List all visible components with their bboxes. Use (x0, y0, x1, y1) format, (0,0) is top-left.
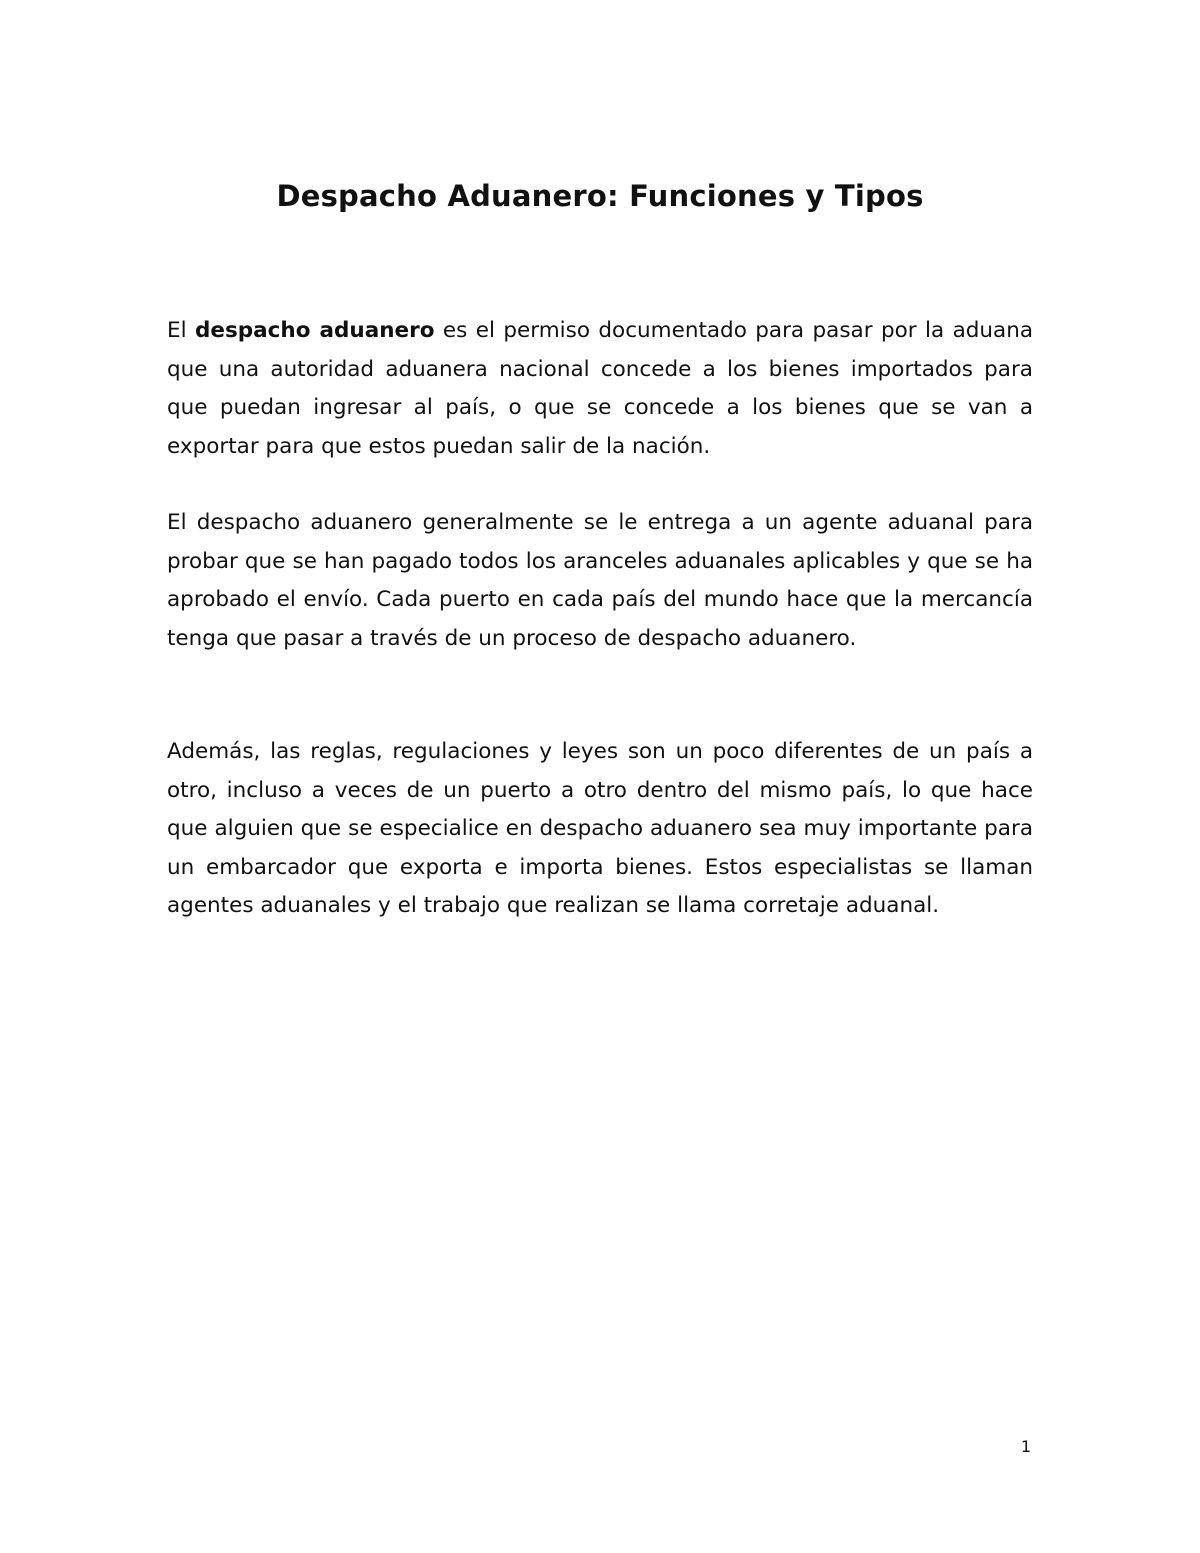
paragraph-1-bold-term: despacho aduanero (194, 318, 435, 343)
paragraph-3: Además, las reglas, regulaciones y leyes son un poco diferentes de un país a otro, incluso a veces de un puerto a otro dentro del mismo país, lo que hace que alguien que se especialice en despacho aduanero sea muy importante para un embarcador que exporta e importa bienes. Estos especialistas se llaman agentes aduanales y el trabajo que realizan se llama corretaje aduanal. (167, 739, 1033, 919)
paragraph-1 (167, 312, 1033, 466)
page-number: 1 (1020, 1437, 1032, 1456)
paragraph-1-rest: es el permiso documentado para pasar por la aduana que una autoridad aduanera nacional concede a los bienes importados para que puedan ingresar al país, o que se concede a los bienes que se van a exportar para que estos puedan salir de la nación. (167, 318, 1033, 459)
paragraph-1-lead: El (167, 318, 195, 343)
paragraph-2: El despacho aduanero generalmente se le entrega a un agente aduanal para probar que se han pagado todos los aranceles aduanales aplicables y que se ha aprobado el envío. Cada puerto en cada país del mundo hace que la mercancía tenga que pasar a través de un proceso de despacho aduanero. (167, 510, 1033, 651)
document-title: Despacho Aduanero: Funciones y Tipos (276, 179, 924, 213)
